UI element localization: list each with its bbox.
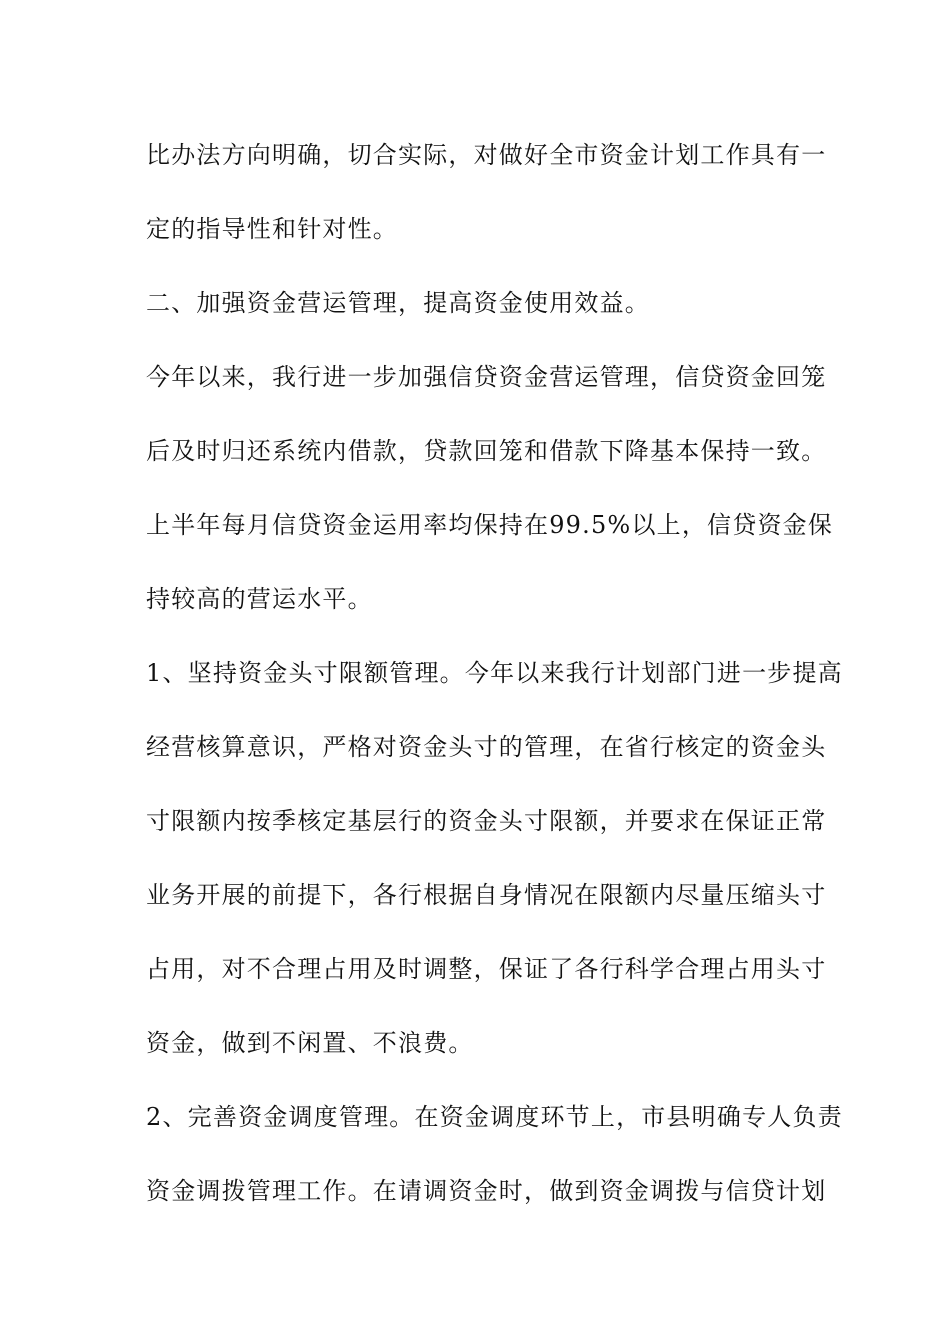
text-line-10: 寸限额内按季核定基层行的资金头寸限额，并要求在保证正常 xyxy=(146,807,827,835)
text-line-1: 比办法方向明确，切合实际，对做好全市资金计划工作具有一 xyxy=(146,141,827,169)
text-line-7: 持较高的营运水平。 xyxy=(146,585,373,613)
section-heading: 二、加强资金营运管理，提高资金使用效益。 xyxy=(146,289,650,317)
text-line-11: 业务开展的前提下，各行根据自身情况在限额内尽量压缩头寸 xyxy=(146,881,827,909)
text-line-4: 今年以来，我行进一步加强信贷资金营运管理，信贷资金回笼 xyxy=(146,363,827,391)
text-line-13: 资金，做到不闲置、不浪费。 xyxy=(146,1029,474,1057)
text-line-9: 经营核算意识，严格对资金头寸的管理，在省行核定的资金头 xyxy=(146,733,827,761)
text-line-2: 定的指导性和针对性。 xyxy=(146,215,398,243)
text-line-6: 上半年每月信贷资金运用率均保持在99.5%以上，信贷资金保 xyxy=(146,511,834,539)
text-line-15: 资金调拨管理工作。在请调资金时，做到资金调拨与信贷计划 xyxy=(146,1177,827,1205)
text-line-12: 占用，对不合理占用及时调整，保证了各行科学合理占用头寸 xyxy=(146,955,827,983)
text-line-14: 2、完善资金调度管理。在资金调度环节上，市县明确专人负责 xyxy=(146,1103,843,1131)
text-line-8: 1、坚持资金头寸限额管理。今年以来我行计划部门进一步提高 xyxy=(146,659,843,687)
text-line-5: 后及时归还系统内借款，贷款回笼和借款下降基本保持一致。 xyxy=(146,437,827,465)
